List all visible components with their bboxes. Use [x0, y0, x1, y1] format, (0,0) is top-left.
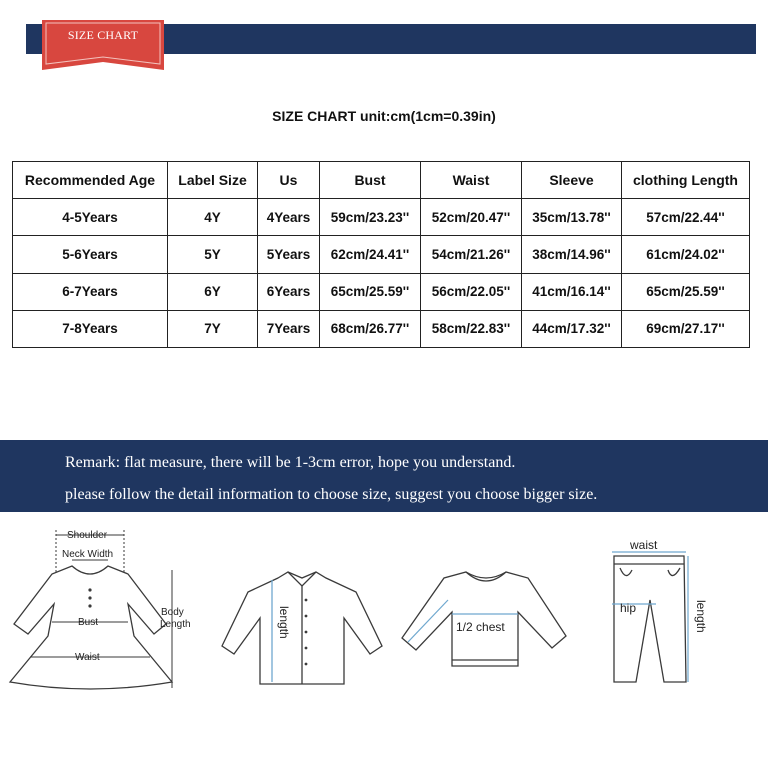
- waist-label: Waist: [75, 652, 100, 663]
- header-label-size: Label Size: [168, 162, 258, 199]
- cell-label-size: 6Y: [168, 273, 258, 310]
- dress-labels: [62, 530, 191, 663]
- cell-sleeve: 41cm/16.14'': [522, 273, 622, 310]
- cell-clothing-length: 61cm/24.02'': [622, 236, 750, 273]
- shirt-button-icon: [305, 647, 308, 650]
- cell-age: 5-6Years: [13, 236, 168, 273]
- size-table: [12, 161, 750, 348]
- cell-age: 7-8Years: [13, 310, 168, 347]
- sweater-diagram: [402, 572, 566, 666]
- table-row: [13, 310, 750, 347]
- dress-button-icon: [88, 588, 91, 591]
- cell-sleeve: 44cm/17.32'': [522, 310, 622, 347]
- cell-sleeve: 35cm/13.78'': [522, 199, 622, 236]
- cell-clothing-length: 65cm/25.59'': [622, 273, 750, 310]
- cell-us: 4Years: [258, 199, 320, 236]
- cell-bust: 59cm/23.23'': [320, 199, 421, 236]
- pants-pocket-icon: [668, 568, 680, 576]
- cell-age: 4-5Years: [13, 199, 168, 236]
- shirt-button-icon: [305, 615, 308, 618]
- cell-age: 6-7Years: [13, 273, 168, 310]
- cell-label-size: 4Y: [168, 199, 258, 236]
- cell-bust: 62cm/24.41'': [320, 236, 421, 273]
- header-us: Us: [258, 162, 320, 199]
- header-sleeve: Sleeve: [522, 162, 622, 199]
- size-chart-title: SIZE CHART unit:cm(1cm=0.39in): [272, 108, 496, 124]
- cell-us: 7Years: [258, 310, 320, 347]
- pants-diagram: [614, 556, 686, 682]
- cell-waist: 52cm/20.47'': [421, 199, 522, 236]
- chest-label: 1/2 chest: [456, 620, 505, 634]
- cell-bust: 68cm/26.77'': [320, 310, 421, 347]
- shoulder-label: Shoulder: [67, 530, 108, 541]
- shirt-button-icon: [305, 663, 308, 666]
- shirt-button-icon: [305, 631, 308, 634]
- cell-label-size: 5Y: [168, 236, 258, 273]
- cell-waist: 58cm/22.83'': [421, 310, 522, 347]
- shirt-diagram: [222, 572, 382, 684]
- table-row: [13, 273, 750, 310]
- header-recommended-age: Recommended Age: [13, 162, 168, 199]
- cell-sleeve: 38cm/14.96'': [522, 236, 622, 273]
- pants-measure-lines: [612, 552, 688, 682]
- table-row: [13, 236, 750, 273]
- dress-button-icon: [88, 604, 91, 607]
- cell-waist: 54cm/21.26'': [421, 236, 522, 273]
- ribbon-label: SIZE CHART: [67, 28, 139, 42]
- remark-line-2: please follow the detail information to choose size, suggest you choose bigger size.: [65, 486, 598, 503]
- remark-line-1: Remark: flat measure, there will be 1-3cm error, hope you understand.: [65, 454, 516, 471]
- header-bust: Bust: [320, 162, 421, 199]
- measurement-diagrams: [0, 520, 768, 720]
- shirt-length-label: length: [277, 606, 291, 639]
- cell-label-size: 7Y: [168, 310, 258, 347]
- cell-us: 5Years: [258, 236, 320, 273]
- cell-bust: 65cm/25.59'': [320, 273, 421, 310]
- pants-waist-label: waist: [630, 538, 658, 552]
- body-length-label-line2: Length: [160, 619, 191, 630]
- table-header-row: [13, 162, 750, 199]
- neck-width-label: Neck Width: [62, 549, 114, 560]
- pants-length-label: length: [694, 600, 708, 633]
- dress-button-icon: [88, 596, 91, 599]
- body-length-label-line1: Body: [161, 607, 184, 618]
- sweater-neckline-icon: [466, 572, 506, 581]
- table-row: [13, 199, 750, 236]
- header-clothing-length: clothing Length: [622, 162, 750, 199]
- sweater-outline-icon: [402, 572, 566, 666]
- cell-clothing-length: 69cm/27.17'': [622, 310, 750, 347]
- pants-hip-label: hip: [620, 601, 637, 615]
- cell-us: 6Years: [258, 273, 320, 310]
- shirt-button-icon: [305, 599, 308, 602]
- bust-label: Bust: [78, 617, 99, 628]
- pants-pocket-icon: [620, 568, 632, 576]
- cell-clothing-length: 57cm/22.44'': [622, 199, 750, 236]
- header-waist: Waist: [421, 162, 522, 199]
- cell-waist: 56cm/22.05'': [421, 273, 522, 310]
